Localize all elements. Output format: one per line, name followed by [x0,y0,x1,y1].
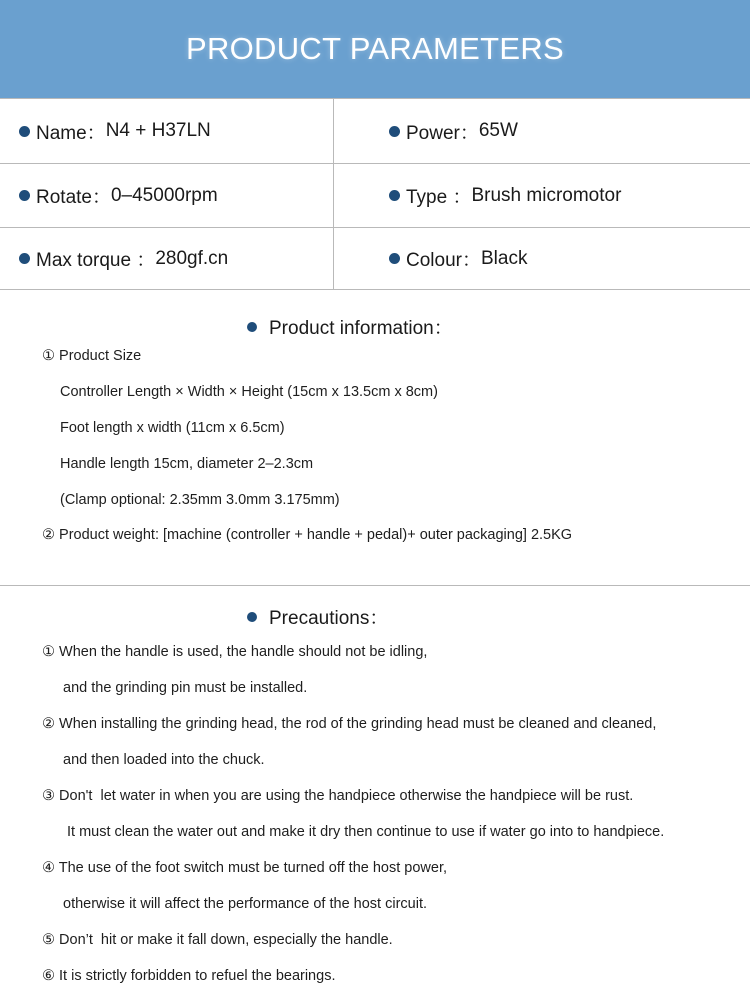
bullet-icon [389,190,400,201]
bullet-icon [389,253,400,264]
bullet-icon [19,190,30,201]
param-label: Type ： [406,187,472,208]
param-value: 65W [478,120,518,141]
precaution-line: otherwise it will affect the performance of the host circuit. [63,896,428,912]
bullet-icon [247,612,257,622]
param-row [0,164,750,228]
param-value: Brush micromotor [471,184,622,206]
param-value: 0–45000rpm [110,184,218,206]
info-line: Handle length 15cm, diameter 2–2.3cm [60,456,314,472]
param-value: 280gf.cn [155,247,229,269]
param-cell-rotate [0,164,334,227]
header-banner [0,0,750,98]
bullet-icon [389,126,400,137]
bullet-icon [19,126,30,137]
param-label: Colour： [406,250,481,271]
param-value: N4 + H37LN [105,120,211,141]
section-heading [247,603,388,630]
precautions-heading: Precautions： [269,608,389,629]
product-information-section [0,289,750,586]
page-title: PRODUCT PARAMETERS [185,31,565,66]
info-line: Foot length x width (11cm x 6.5cm) [60,420,285,436]
info-line: (Clamp optional: 2.35mm 3.0mm 3.175mm) [60,492,340,508]
bullet-icon [19,253,30,264]
param-cell-name [0,99,334,163]
product-information-heading: Product information： [269,318,453,339]
param-row [0,228,750,290]
param-cell-power [334,99,750,163]
precaution-line: ④ The use of the foot switch must be turned off the host power, [42,860,448,876]
precaution-line: It must clean the water out and make it dry then continue to use if water go into to handpiece. [67,824,665,840]
precautions-section [0,586,750,1007]
param-row [0,99,750,164]
precaution-line: ① When the handle is used, the handle should not be idling, [42,644,428,660]
info-line: ② Product weight: [machine (controller + handle + pedal)+ outer packaging] 2.5KG [42,527,573,543]
precaution-line: ② When installing the grinding head, the rod of the grinding head must be cleaned and cleaned, [42,716,657,732]
param-label: Power： [406,122,479,144]
precaution-line: ③ Don't let water in when you are using the handpiece otherwise the handpiece will be rust. [42,788,634,804]
param-label: Name： [36,122,106,144]
param-cell-type [334,164,750,227]
info-line: ① Product Size [42,348,142,364]
bullet-icon [247,322,257,332]
precaution-line: and the grinding pin must be installed. [63,680,308,696]
param-cell-torque [0,228,334,289]
param-label: Max torque ： [36,250,156,271]
param-label: Rotate： [36,187,111,208]
param-value: Black [480,247,528,269]
precaution-line: ⑤ Don’t hit or make it fall down, especially the handle. [42,932,393,948]
parameters-table [0,98,750,290]
section-heading [247,313,453,340]
precaution-line: and then loaded into the chuck. [63,752,265,768]
precaution-line: ⑥ It is strictly forbidden to refuel the bearings. [42,968,336,984]
info-line: Controller Length × Width × Height (15cm x 13.5cm x 8cm) [60,384,438,400]
param-cell-colour [334,228,750,289]
